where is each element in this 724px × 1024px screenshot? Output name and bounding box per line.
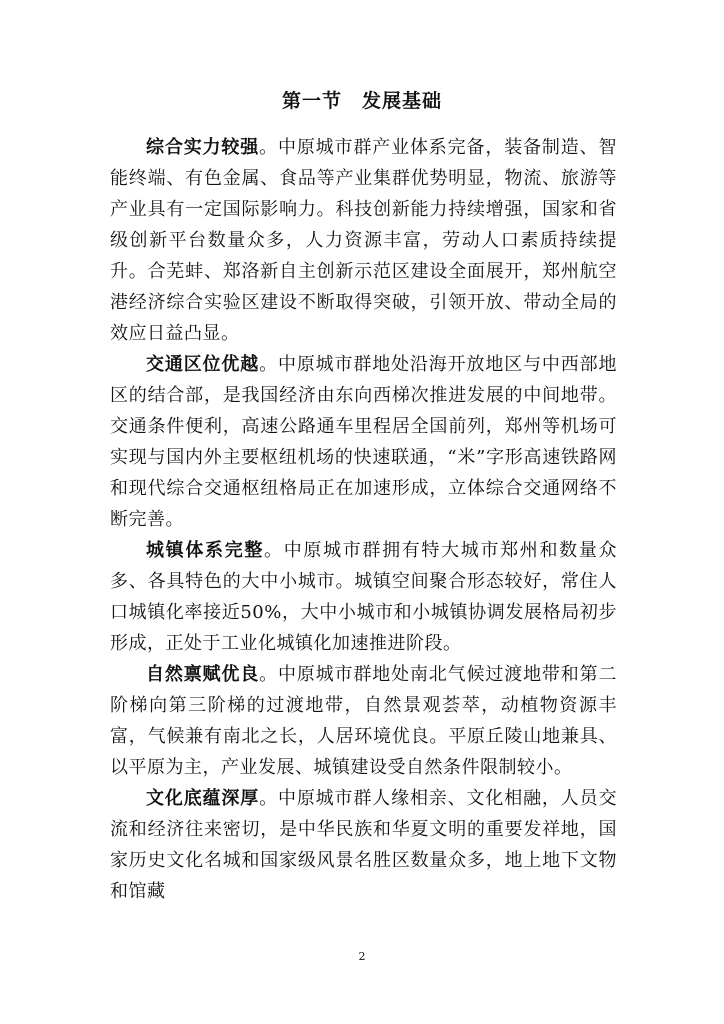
paragraph-text: 。中原城市群地处沿海开放地区与中西部地区的结合部，是我国经济由东向西梯次推进发展的中间地带。交通条件便利，高速公路通车里程居全国前列，郑州等机场可实现与国内外主要枢纽机场的快速联通，“米”字形高速铁路网和现代综合交通枢纽格局正在加速形成，立体综合交通网络不断完善。 [110, 354, 617, 530]
paragraph-text: 。中原城市群拥有特大城市郑州和数量众多、各具特色的大中小城市。城镇空间聚合形态较好，常住人口城镇化率接近50%，大中小城市和小城镇协调发展格局初步形成，正处于工业化城镇化加速推进阶段。 [110, 540, 618, 654]
paragraph-urban-system [110, 535, 617, 659]
paragraph-transport-location [110, 349, 617, 535]
paragraph-overall-strength [110, 132, 617, 349]
paragraph-cultural-heritage [110, 783, 617, 907]
paragraph-lead: 自然禀赋优良 [146, 664, 260, 685]
paragraph-text: 。中原城市群地处南北气候过渡地带和第二阶梯向第三阶梯的过渡地带，自然景观荟萃，动植物资源丰富，气候兼有南北之长，人居环境优良。平原丘陵山地兼具、以平原为主，产业发展、城镇建设受自然条件限制较小。 [110, 664, 617, 778]
paragraph-text: 。中原城市群人缘相亲、文化相融，人员交流和经济往来密切，是中华民族和华夏文明的重要发祥地，国家历史文化名城和国家级风景名胜区数量众多，地上地下文物和馆藏 [110, 788, 617, 902]
paragraph-text: 。中原城市群产业体系完备，装备制造、智能终端、有色金属、食品等产业集群优势明显，物流、旅游等产业具有一定国际影响力。科技创新能力持续增强，国家和省级创新平台数量众多，人力资源丰富，劳动人口素质持续提升。合芜蚌、郑洛新自主创新示范区建设全面展开，郑州航空港经济综合实验区建设不断取得突破，引领开放、带动全局的效应日益凸显。 [110, 137, 617, 344]
paragraph-lead: 文化底蕴深厚 [146, 788, 260, 809]
body-text [110, 132, 617, 907]
paragraph-lead: 综合实力较强 [146, 137, 260, 158]
paragraph-lead: 城镇体系完整 [146, 540, 265, 561]
section-title: 第一节 发展基础 [281, 90, 442, 112]
paragraph-natural-endowment [110, 659, 617, 783]
page-number: 2 [358, 950, 366, 963]
paragraph-lead: 交通区位优越 [146, 354, 260, 375]
